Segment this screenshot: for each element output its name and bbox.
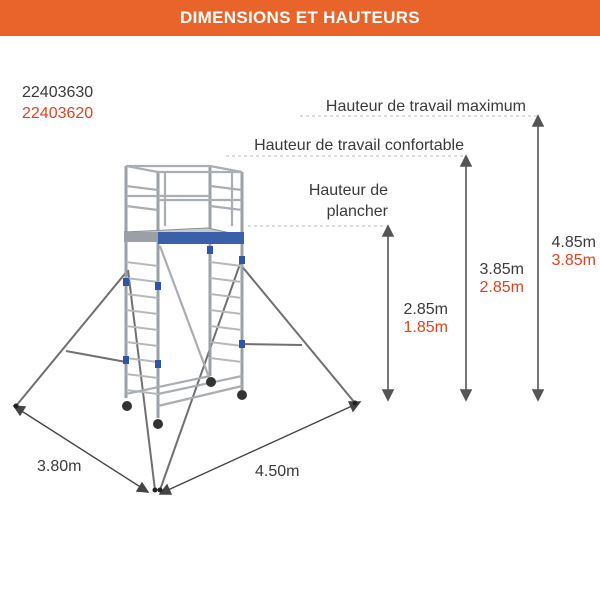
platform-deck xyxy=(158,232,244,244)
comfort-height-value-2: 2.85m xyxy=(479,279,524,296)
floor-height-value-2: 1.85m xyxy=(403,319,448,336)
guardrails xyxy=(126,166,242,226)
comfort-height-values xyxy=(480,261,524,297)
max-arrow-bottom xyxy=(533,390,543,400)
floor-height-label-line2: plancher xyxy=(326,203,388,220)
header-title: DIMENSIONS ET HAUTEURS xyxy=(180,8,420,27)
reference-code-2: 22403620 xyxy=(22,105,94,122)
tower-rungs xyxy=(126,262,242,394)
footprint-depth-label: 3.80m xyxy=(37,458,82,475)
base-frame xyxy=(126,246,242,406)
platform xyxy=(124,228,244,244)
floor-height-label-line1: Hauteur de xyxy=(308,182,388,199)
depth-arrow-right xyxy=(137,483,148,492)
floor-arrow-top xyxy=(383,226,393,236)
max-arrow-top xyxy=(533,116,543,126)
floor-height-values xyxy=(404,301,448,337)
comfort-work-height-label: Hauteur de travail confortable xyxy=(254,137,464,154)
max-height-value-2: 3.85m xyxy=(551,252,596,269)
stabilizer-feet xyxy=(14,401,358,493)
stabilizers xyxy=(16,264,355,490)
comfort-arrow-top xyxy=(461,156,471,166)
comfort-height-value-1: 3.85m xyxy=(479,261,524,278)
max-height-values xyxy=(552,234,596,270)
floor-arrow-bottom xyxy=(383,390,393,400)
height-arrows xyxy=(383,116,543,400)
footprint-width-label: 4.50m xyxy=(255,463,300,480)
reference-code-1: 22403630 xyxy=(22,84,94,101)
floor-height-value-1: 2.85m xyxy=(403,301,448,318)
comfort-arrow-bottom xyxy=(461,390,471,400)
max-work-height-label: Hauteur de travail maximum xyxy=(325,98,526,115)
max-height-value-1: 4.85m xyxy=(551,234,596,251)
